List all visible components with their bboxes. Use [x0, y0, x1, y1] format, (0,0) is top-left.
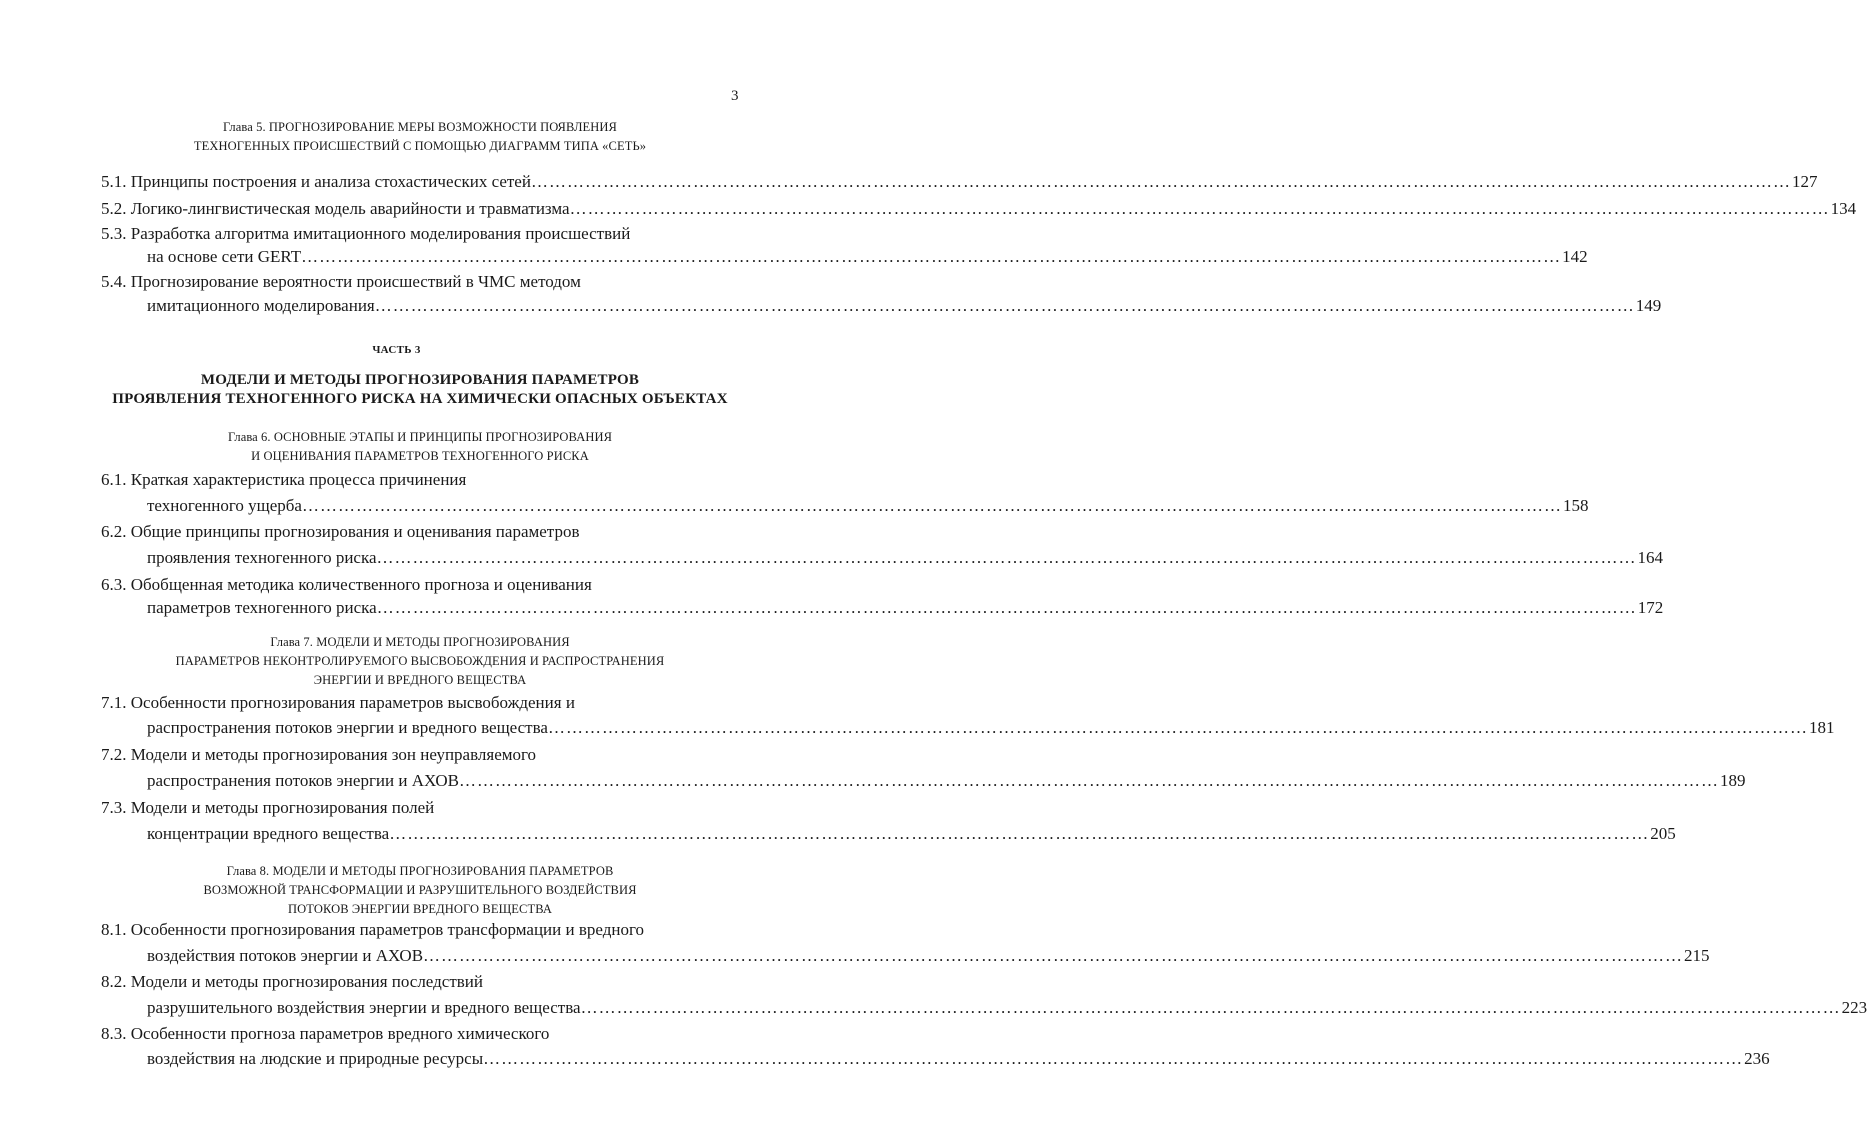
chapter-7-heading [60, 633, 780, 690]
dot-leader: ………………………………………………………………………………………………………………………………………………………………………………………… [374, 296, 1635, 315]
part-title-line-2: ПРОЯВЛЕНИЯ ТЕХНОГЕННОГО РИСКА НА ХИМИЧЕСКИ ОПАСНЫХ ОБЪЕКТАХ [112, 391, 728, 407]
dot-leader: ………………………………………………………………………………………………………………………………………………………………………………………… [301, 247, 1562, 266]
chapter-6-title-line-1: Глава 6. ОСНОВНЫЕ ЭТАПЫ И ПРИНЦИПЫ ПРОГНОЗИРОВАНИЯ [227, 430, 613, 444]
page-number: 3 [731, 88, 739, 104]
toc-entry-5-1[interactable] [101, 172, 1818, 192]
dot-leader: ………………………………………………………………………………………………………………………………………………………………………………………… [389, 824, 1650, 843]
toc-entry-text: 5.2. Логико-лингвистическая модель аварийности и травматизма [101, 199, 570, 218]
toc-entry-8-3[interactable] [147, 1049, 1770, 1069]
toc-entry-text: параметров техногенного риска [147, 598, 377, 617]
toc-entry-page: 223 [1841, 998, 1867, 1017]
chapter-7-title-line-1: Глава 7. МОДЕЛИ И МЕТОДЫ ПРОГНОЗИРОВАНИЯ [270, 635, 570, 649]
chapter-5-title-line-2: ТЕХНОГЕННЫХ ПРОИСШЕСТВИЙ С ПОМОЩЬЮ ДИАГРАММ ТИПА «СЕТЬ» [193, 139, 647, 153]
toc-entry-7-3[interactable] [147, 824, 1676, 844]
chapter-7-title-line-3: ЭНЕРГИИ И ВРЕДНОГО ВЕЩЕСТВА [313, 673, 527, 687]
toc-entry-page: 181 [1808, 718, 1835, 737]
toc-entry-8-1[interactable] [147, 946, 1710, 966]
toc-entry-page: 205 [1650, 824, 1676, 843]
toc-entry-page: 158 [1562, 496, 1589, 515]
toc-entry-page: 127 [1791, 172, 1818, 191]
chapter-8-heading [60, 862, 780, 919]
toc-entry-page: 172 [1637, 598, 1664, 617]
toc-entry-page: 236 [1744, 1049, 1770, 1068]
part-title [60, 371, 780, 409]
chapter-8-title-line-1: Глава 8. МОДЕЛИ И МЕТОДЫ ПРОГНОЗИРОВАНИЯ ПАРАМЕТРОВ [226, 864, 614, 878]
toc-entry-text: 5.1. Принципы построения и анализа стохастических сетей [101, 172, 531, 191]
chapter-8-title-line-3: ПОТОКОВ ЭНЕРГИИ ВРЕДНОГО ВЕЩЕСТВА [288, 902, 552, 916]
toc-entry-page: 215 [1684, 946, 1710, 965]
toc-entry-text: распространения потоков энергии и АХОВ [147, 771, 460, 790]
toc-entry-8-1-line-1[interactable]: 8.1. Особенности прогнозирования параметров трансформации и вредного [101, 920, 644, 939]
dot-leader: ………………………………………………………………………………………………………………………………………………………………………………………… [301, 496, 1562, 515]
toc-entry-page: 164 [1637, 548, 1664, 567]
toc-entry-7-1-line-1[interactable]: 7.1. Особенности прогнозирования параметров высвобождения и [101, 693, 575, 712]
dot-leader: ………………………………………………………………………………………………………………………………………………………………………………………… [569, 199, 1830, 218]
toc-entry-6-1[interactable] [147, 496, 1589, 516]
chapter-7-title-line-2: ПАРАМЕТРОВ НЕКОНТРОЛИРУЕМОГО ВЫСВОБОЖДЕНИЯ И РАСПРОСТРАНЕНИЯ [175, 654, 665, 668]
toc-entry-text: на основе сети GERT [147, 247, 302, 266]
toc-entry-6-3[interactable] [147, 598, 1664, 618]
chapter-5-title-line-1: Глава 5. ПРОГНОЗИРОВАНИЕ МЕРЫ ВОЗМОЖНОСТИ ПОЯВЛЕНИЯ [223, 120, 617, 134]
dot-leader: ………………………………………………………………………………………………………………………………………………………………………………………… [580, 998, 1841, 1017]
toc-entry-5-4[interactable] [147, 296, 1662, 316]
dot-leader: ………………………………………………………………………………………………………………………………………………………………………………………… [530, 172, 1791, 191]
toc-entry-8-2-line-1[interactable]: 8.2. Модели и методы прогнозирования последствий [101, 972, 483, 991]
toc-entry-text: распространения потоков энергии и вредного вещества [147, 718, 548, 737]
toc-entry-5-3-line-1[interactable]: 5.3. Разработка алгоритма имитационного моделирования происшествий [101, 224, 631, 243]
toc-entry-text: техногенного ущерба [147, 496, 302, 515]
toc-entry-5-2[interactable] [101, 199, 1857, 219]
toc-entry-text: воздействия на людские и природные ресурсы [147, 1049, 484, 1068]
chapter-5-heading [60, 118, 780, 156]
chapter-6-title-line-2: И ОЦЕНИВАНИЯ ПАРАМЕТРОВ ТЕХНОГЕННОГО РИСКА [251, 449, 589, 463]
toc-entry-text: имитационного моделирования [147, 296, 375, 315]
toc-entry-6-1-line-1[interactable]: 6.1. Краткая характеристика процесса причинения [101, 470, 467, 489]
toc-entry-page: 189 [1720, 771, 1746, 790]
toc-entry-page: 142 [1562, 247, 1588, 266]
chapter-6-heading [60, 428, 780, 466]
chapter-8-title-line-2: ВОЗМОЖНОЙ ТРАНСФОРМАЦИИ И РАЗРУШИТЕЛЬНОГО ВОЗДЕЙСТВИЯ [203, 883, 637, 897]
toc-entry-text: воздействия потоков энергии и АХОВ [147, 946, 424, 965]
toc-entry-6-3-line-1[interactable]: 6.3. Обобщенная методика количественного прогноза и оценивания [101, 575, 592, 594]
toc-entry-7-3-line-1[interactable]: 7.3. Модели и методы прогнозирования полей [101, 798, 435, 817]
part-title-line-1: МОДЕЛИ И МЕТОДЫ ПРОГНОЗИРОВАНИЯ ПАРАМЕТРОВ [200, 372, 640, 388]
toc-entry-text: проявления техногенного риска [147, 548, 377, 567]
toc-entry-page: 149 [1635, 296, 1662, 315]
toc-entry-8-2[interactable] [147, 998, 1867, 1018]
part-label: ЧАСТЬ 3 [372, 344, 421, 356]
dot-leader: ………………………………………………………………………………………………………………………………………………………………………………………… [376, 548, 1637, 567]
toc-entry-page: 134 [1830, 199, 1857, 218]
dot-leader: ………………………………………………………………………………………………………………………………………………………………………………………… [376, 598, 1637, 617]
toc-entry-6-2-line-1[interactable]: 6.2. Общие принципы прогнозирования и оценивания параметров [101, 522, 580, 541]
toc-entry-7-1[interactable] [147, 718, 1835, 738]
dot-leader: ………………………………………………………………………………………………………………………………………………………………………………………… [547, 718, 1808, 737]
toc-entry-text: концентрации вредного вещества [147, 824, 390, 843]
toc-entry-8-3-line-1[interactable]: 8.3. Особенности прогноза параметров вредного химического [101, 1024, 550, 1043]
dot-leader: ………………………………………………………………………………………………………………………………………………………………………………………… [459, 771, 1720, 790]
toc-entry-text: разрушительного воздействия энергии и вредного вещества [147, 998, 581, 1017]
toc-entry-7-2[interactable] [147, 771, 1746, 791]
toc-entry-5-4-line-1[interactable]: 5.4. Прогнозирование вероятности происшествий в ЧМС методом [101, 272, 581, 291]
dot-leader: ………………………………………………………………………………………………………………………………………………………………………………………… [423, 946, 1684, 965]
dot-leader: ………………………………………………………………………………………………………………………………………………………………………………………… [483, 1049, 1744, 1068]
toc-entry-7-2-line-1[interactable]: 7.2. Модели и методы прогнозирования зон неуправляемого [101, 745, 537, 764]
toc-entry-6-2[interactable] [147, 548, 1664, 568]
toc-entry-5-3[interactable] [147, 247, 1588, 267]
